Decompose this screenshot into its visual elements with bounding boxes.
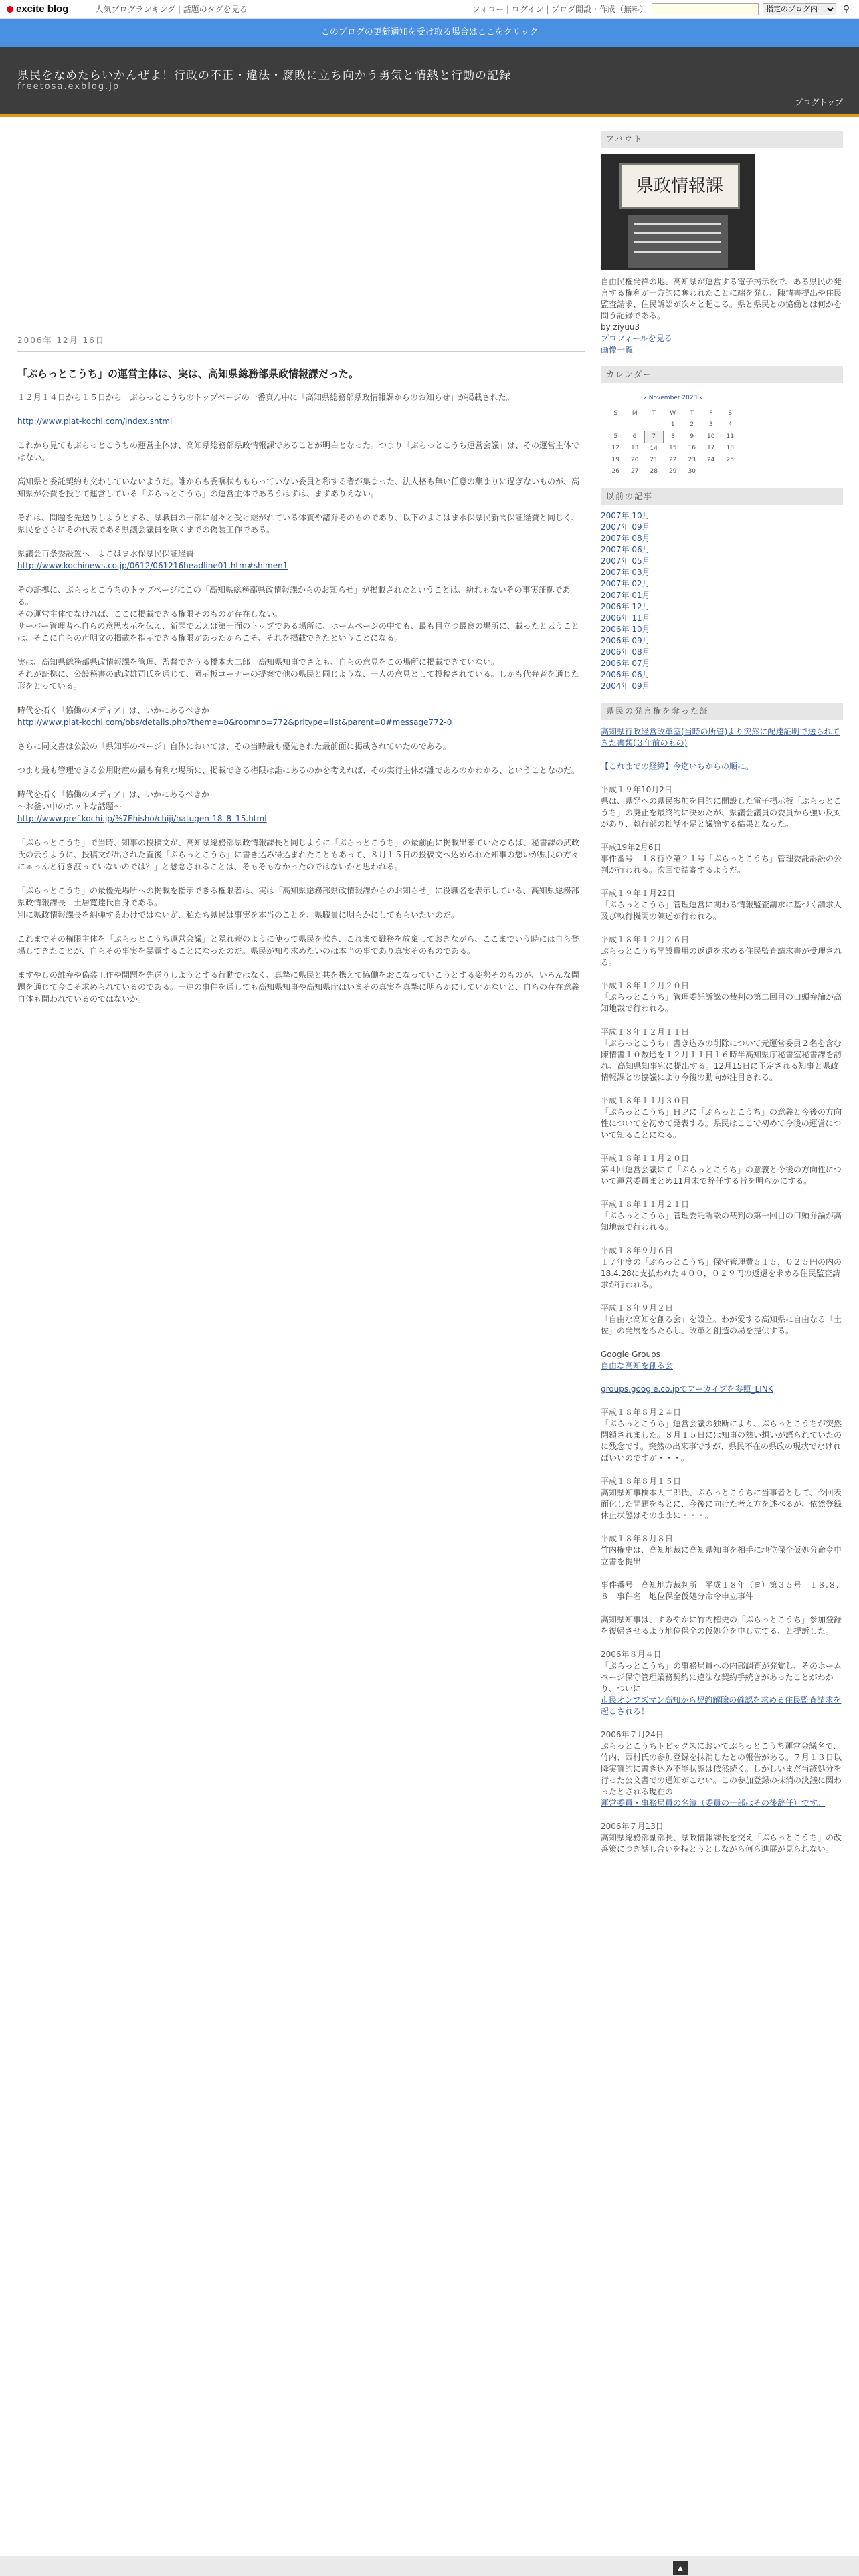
news-date: 平成１８年１１月２０日 (601, 1153, 690, 1163)
post-paragraph (17, 788, 585, 825)
news-item (601, 784, 843, 830)
search-input[interactable] (652, 3, 759, 15)
post-line: その証拠に、ぷらっとこうちのトップページにこの「高知県総務部県政情報課からのお知らせ」が掲載されたということは、紛れもないその事実証拠である。 (17, 585, 571, 607)
post-link[interactable]: http://www.plat-kochi.com/index.shtml (17, 417, 173, 426)
calendar-day: 24 (707, 456, 715, 463)
news-item (601, 1199, 843, 1233)
post-paragraph (17, 415, 585, 427)
excite-topbar (0, 0, 859, 19)
post-paragraph (17, 584, 585, 644)
news-item (601, 1303, 843, 1337)
calendar-weekday: M (632, 410, 638, 417)
post-paragraph (17, 764, 585, 776)
calendar-day: 10 (707, 433, 715, 440)
news-text: ぷらっとこうち開設費用の返還を求める住民監査請求書が受理される。 (601, 946, 842, 967)
post-paragraph (17, 656, 585, 692)
profile-sign: 県政情報課 (619, 163, 740, 209)
post-paragraph (17, 475, 585, 500)
post-line: 時代を拓く「協働のメディア」は、いかにあるべきか (17, 706, 210, 715)
post-line: つまり最も管理できる公用財産の最も有利な場所に、掲載できる権限は誰にあるのかを考えれば、その実行主体が誰であるのかわかる、ということなのだ。 (17, 766, 580, 775)
calendar-day: 25 (726, 456, 734, 463)
news-text: 高知県知事橋本大二郎氏、ぷらっとこうちに当事者として、今回表面化した問題をもとに、今後に向けた考え方を述べるが、依然登録休止状態はそのままに・・・。 (601, 1487, 842, 1520)
calendar-day: 15 (669, 445, 677, 452)
calendar-day: 2 (690, 421, 694, 428)
update-notice-text[interactable]: このブログの更新通知を受け取る場合はここをクリック (320, 27, 539, 37)
update-notice-bar[interactable] (0, 19, 859, 47)
archive-link[interactable]: 2006年 11月 (601, 613, 650, 623)
post-line: その運営主体でなければ、ここに掲載できる権限そのものが存在しない。 (17, 609, 283, 619)
news-date: 平成１９年10月2日 (601, 784, 672, 794)
calendar-day (702, 466, 721, 477)
news-item (601, 1407, 843, 1464)
post-line: ～お釜い中のホットな話題～ (17, 802, 122, 811)
archive-link[interactable]: 2007年 01月 (601, 590, 650, 600)
logo-text: excite blog (16, 3, 69, 15)
post-paragraph (17, 439, 585, 463)
news-date: 平成１８年１１月２１日 (601, 1199, 690, 1209)
news-item (601, 842, 843, 876)
news-item (601, 1614, 843, 1637)
post-line: これから見てもぷらっとこうちの運営主体は、高知県総務部県政情報課であることが明白となった。つまり「ぷらっとこうち運営会議」は、その運営主体ではない。 (17, 441, 580, 462)
calendar-day (644, 419, 664, 431)
post-line: さらに同文書は公設の「県知事のページ」自体においては、その当時最も優先された最前面に掲載されていたのである。 (17, 742, 451, 751)
post-paragraph (17, 391, 585, 403)
news-text: 「ぷらっとこうち」管理委託訴訟の裁判の第一回目の口頭弁論が高知地裁で行われる。 (601, 1210, 842, 1232)
news-item (601, 1729, 843, 1809)
news-block (601, 703, 843, 1855)
post-line: ますやしの誰弁や偽装工作や問題を先送りしようとする行動ではなく、真摯に県民と共を携えて協働をおこなっていこうとする姿勢そのものが、いろんな問題を通じて今こそ求められているのである。一連の事件を通しても高知県知事や高知県庁はいまその真実を真摯に明らかにしていかないと、自らの存在意義自体も問われているのではないか。 (17, 970, 580, 1004)
news-text: 県は、県発への県民参加を目的に開設した電子掲示板「ぷらっとこうち」の廃止を最終的に決めたが、県議会議員の委員から強い反対があり、執行部の拙話不足と議論する結果となった。 (601, 796, 842, 829)
calendar-day: 27 (631, 467, 639, 475)
post-link[interactable]: http://www.pref.kochi.jp/%7Ehisho/chiji/hatugen-18_8_15.html (17, 814, 267, 823)
news-item (601, 1384, 843, 1395)
calendar-day: 3 (708, 421, 713, 428)
calendar-day: 18 (726, 445, 734, 452)
topbar-right (472, 3, 852, 15)
post-line: それが証拠に、公設秘書の武政雄司氏を通じて、岡示板コーナーの提案で他の県民と同じような、一人の意見として投稿されている。しかも代弁者を通じた形をとっている。 (17, 669, 579, 691)
calendar-day: 21 (650, 456, 658, 463)
news-text: Google Groups (601, 1349, 660, 1359)
news-text: 事件番号 １８行ウ第２１号「ぷらっとこうち」管理委託訴訟の公判が行われる。次回で結審するようだ。 (601, 853, 842, 875)
archive-link[interactable]: 2007年 10月 (601, 510, 650, 520)
blog-url: freetosa.exblog.jp (17, 82, 120, 92)
news-date: 平成１８年１２月１１日 (601, 1027, 690, 1037)
calendar-day: 28 (650, 467, 658, 475)
post-line: 「ぷらっとこうち」の最優先場所への掲載を指示できる権限者は、実は「高知県総務部県政情報課からのお知らせ」に役職名を表示している、高知県総務部県政情報課長 土居寛達氏自身である。 (17, 886, 579, 907)
calendar-weekday: S (613, 410, 618, 417)
post-title: 「ぷらっとこうち」の運営主体は、実は、高知県総務部県政情報課だった。 (17, 368, 359, 380)
post-line: 別に県政情報課長を糾弾するわけではないが、私たち県民は事実を本当のことを、県職員に明らかにしてもらいたいのだ。 (17, 910, 460, 920)
excite-logo[interactable] (7, 3, 68, 15)
news-link[interactable]: groups.google.co.jpでアーカイブを参照_LINK (601, 1384, 773, 1394)
news-text: 「ぷらっとこうち」書き込みの削除について元運営委員２名を含む陳情書１０数通を１２月１１日１６時半高知県庁秘書室秘書課を訪れ、高知県知事宛に提出する。12月15日に予定される知事と県政情報課との協議により今後の動向が注目される。 (601, 1038, 842, 1082)
post-line: 高知県と委託契約も交わしていないようだ。誰からも委嘱状ももらっていない委員と称する者が集まった、法人格も無い任意の集まりに過ぎないものが、高知県が公費を投じて運営している「ぷらっとこうち」の運営主体であろうはずは、まずありえない。 (17, 477, 580, 498)
calendar-day: 11 (726, 433, 734, 440)
calendar-day: 9 (690, 433, 694, 440)
news-text: 「ぷらっとこうち」ＨＰに「ぷらっとこうち」の意義と今後の方向性についてを初めて発表する。県民はここで初めて今後の運営について知ることになる。 (601, 1107, 842, 1140)
news-text: 「ぷらっとこうち」管理委託訴訟の裁判の第二回目の口頭弁論が高知地裁で行われる。 (601, 992, 842, 1013)
news-date: 平成１８年８月２４日 (601, 1407, 682, 1417)
news-link[interactable]: 【これまでの経緯】今迄いちからの順に。 (601, 761, 754, 771)
news-text: ぷらっとこうちトピックスにおいてぷらっとこうち運営会議名で、竹内、西村氏の参加登録を抹消したとの報告がある。７月１３日以降実質的に書き込み不能状態は依然続く。しかしいまだ当該処分を行った公文書での通知がこない。この参加登録の抹消の決議に関わったとされる現在の (601, 1741, 842, 1796)
archive-link[interactable]: 2006年 07月 (601, 658, 650, 668)
news-date: 2006年７月13日 (601, 1821, 664, 1831)
calendar-day: 16 (688, 445, 696, 452)
calendar-day (606, 419, 626, 431)
calendar-weekday: T (652, 410, 656, 417)
calendar-day: 12 (611, 445, 619, 452)
news-date: 平成１８年９月６日 (601, 1245, 674, 1255)
archive-link[interactable]: 2006年 12月 (601, 601, 650, 611)
news-item (601, 888, 843, 922)
news-text: 「ぷらっとこうち」運営会議の独断により、ぷらっとこうちが突然閉鎖されました。８月１５日には知事の熱い想いが語られていたのに残念です。突然の出来事ですが、県民不在の県政の現状でなければいいのですが・・・。 (601, 1418, 842, 1463)
news-item (601, 1533, 843, 1568)
calendar-day: 1 (670, 421, 675, 428)
news-text: 第４回運営会議にて「ぷらっとこうち」の意義と今後の方向性について運営委員まとめ11月末で辞任する旨を明らかにする。 (601, 1164, 842, 1186)
news-date: 平成１８年１２月２６日 (601, 934, 690, 944)
archive-link[interactable]: 2006年 10月 (601, 624, 650, 634)
post-line: それは、問題を先送りしようとする、県職員の一部に耐々と受け継がれている体質や諸弁そのものであり、以下のよこはま水保県民新聞保証経費と同じく、県民をさらにその代表である県議会議員を欺くまでの偽装工作である。 (17, 513, 579, 534)
archive-link[interactable]: 2004年 09月 (601, 681, 650, 691)
news-item (601, 1349, 843, 1372)
news-text: 「ぷらっとこうち」の事務局員への内部調査が発覚し、そのホームページ保守管理業務契約に違法な契約手続きがあったことがわかり、ついに (601, 1660, 842, 1693)
image-list-link[interactable]: 画像一覧 (601, 345, 634, 354)
calendar-day: 26 (611, 467, 619, 475)
logo-dot-icon (7, 6, 13, 13)
calendar-day: 23 (688, 456, 696, 463)
news-date: 平成１８年８月１５日 (601, 1476, 682, 1486)
news-date: 平成１８年１２月２０日 (601, 980, 690, 990)
news-item (601, 1649, 843, 1717)
news-date: 平成１８年９月２日 (601, 1303, 674, 1313)
calendar-day: 17 (707, 445, 715, 452)
post-line: 時代を拓く「協働のメディア」は、いかにあるべきか (17, 790, 210, 799)
profile-board (628, 215, 728, 268)
calendar-caption[interactable]: « November 2023 » (643, 395, 703, 401)
calendar-block (601, 366, 843, 477)
calendar-weekday: W (670, 410, 676, 417)
calendar-day: 8 (671, 433, 675, 440)
profile-text: 自由民権発祥の地、高知県が運営する電子掲示板で、ある県民の発言する権利が一方的に奪われたことに端を発し、陳情書提出や住民監査請求、住民訴訟が次々と起こる。県と県民との協働とは何かを問う記録である。 (601, 277, 842, 320)
calendar-day: 20 (631, 456, 639, 463)
news-text: 事件番号 高知地方裁判所 平成１８年（ヨ）第３５号 １８.８.８ 事件名 地位保全仮処分命令申立事件 (601, 1580, 839, 1601)
news-heading: 県民の発言権を奪った証 (601, 703, 843, 720)
calendar-day: 29 (669, 467, 677, 475)
news-item (601, 761, 843, 772)
header-stripe (0, 114, 859, 117)
news-date: 平成１８年１１月３０日 (601, 1095, 690, 1105)
calendar-day: 30 (688, 467, 696, 475)
news-date: 平成１８年８月８日 (601, 1533, 674, 1543)
calendar-day (721, 466, 740, 477)
about-heading: アバウト (601, 131, 843, 148)
post-line: 県議会百条委設置へ よこはま水保県民保証経費 (17, 549, 195, 558)
calendar-heading: カレンダー (601, 366, 843, 383)
news-text: １７年度の「ぷらっとこうち」保守管理費５１５，０２５円の内の18.4.28に支払われた４００，０２９円の返還を求める住民監査請求が行われる。 (601, 1257, 842, 1289)
news-text: 「ぷらっとこうち」管理運営に関わる情報監査請求に基づく請求人及び執行機関の陳述が行われる。 (601, 899, 842, 921)
post-link[interactable]: http://www.kochinews.co.jp/0612/061216headline01.htm#shimen1 (17, 561, 288, 570)
top-links[interactable]: 人気ブログランキング | 話題のタグを見る (95, 5, 248, 14)
archive-link[interactable]: 2006年 08月 (601, 647, 650, 657)
archive-link[interactable]: 2007年 03月 (601, 567, 650, 577)
post-paragraph (17, 885, 585, 921)
calendar-day: 14 (650, 445, 658, 452)
calendar-day: 22 (669, 456, 677, 463)
news-item (601, 980, 843, 1014)
post-line: １２月１４日から１５日から ぷらっとこうちのトップページの一番真ん中に「高知県総務部県政情報課からのお知らせ」が掲載された。 (17, 393, 514, 402)
post-paragraph (17, 512, 585, 536)
news-item (601, 1580, 843, 1602)
sidebar (601, 131, 843, 1867)
calendar-day: 6 (632, 433, 637, 440)
news-item (601, 726, 843, 749)
news-item (601, 1821, 843, 1855)
profile-image[interactable] (601, 154, 755, 270)
news-date: 2006年７月24日 (601, 1729, 664, 1739)
post-link[interactable]: http://www.plat-kochi.com/bbs/details.php?theme=0&roomno=772&pritype=list&parent=0#message772-0 (17, 718, 452, 727)
post-date: 2006年 12月 16日 (17, 334, 585, 352)
post-body (17, 391, 585, 1005)
archive-link[interactable]: 2006年 09月 (601, 635, 650, 645)
news-link[interactable]: 市民オンブズマン高知から契約解除の確認を求める住民監査請求を起こされる！ (601, 1695, 842, 1716)
post-line: これまでその権限主体を「ぷらっとこうち運営会議」と隠れ蓑のように使って県民を欺き、これまで職務を放棄しておきながら、ここまでいう時には自ら登場してきたことが、自らその事実を暴露することになったのだ。県民が知り求めたいのは本当の事であり真実そのものである。 (17, 934, 579, 956)
archive-list (601, 510, 843, 692)
calendar (606, 393, 740, 477)
news-item (601, 934, 843, 968)
news-text: 高知県総務部副部長、県政情報課長を交え「ぷらっとこうち」の改善策につき話し合いを持とうとしながら何ら進展が見られない。 (601, 1832, 842, 1854)
archive-link[interactable]: 2007年 06月 (601, 544, 650, 554)
news-link[interactable]: 自由な高知を創る会 (601, 1360, 674, 1370)
blog-title[interactable]: 県民をなめたらいかんぜよ！行政の不正・違法・腐敗に立ち向かう勇気と情熱と行動の記録 (17, 69, 511, 82)
post-line: 「ぷらっとこうち」で当時、知事の投稿文が、高知県総務部県政情報課長と同じように「ぷらっとこうち」の最前面に掲載出来ていたならば、秘書課の武政氏の云うように、投稿文が出された直後「ぷらっとこうち」に書き込み得込まれたこともあって、８月１５日の投稿文へ込められた知事の想いが県民の方々にゅっんと行き渡っていないのでは？」と懸念されることは、そもそもなかったのではないかと思われる。 (17, 838, 580, 871)
profile-by: by ziyuu3 (601, 322, 640, 332)
news-text: 高知県知事は、すみやかに竹内権史の「ぷらっとこうち」参加登録を復帰させるよう地位保全の仮処分を申し立てる、と提訴した。 (601, 1614, 842, 1636)
news-text: 竹内権史は、高知地裁に高知県知事を相手に地位保全仮処分命令申立書を提出 (601, 1545, 842, 1566)
calendar-day: 5 (613, 433, 618, 440)
bottom-bar (0, 2556, 859, 2576)
news-item (601, 1245, 843, 1291)
archive-link[interactable]: 2006年 06月 (601, 669, 650, 679)
news-date: 2006年８月４日 (601, 1649, 662, 1659)
post-paragraph (17, 933, 585, 957)
news-text: 「自由な高知を創る会」を設立。わが愛する高知県に自由なる「土佐」の発展をもたらし、改革と創造の場を提供する。 (601, 1314, 842, 1335)
search-scope-select[interactable] (763, 3, 836, 15)
post-paragraph (17, 704, 585, 728)
news-date: 平成１９年１月22日 (601, 888, 676, 898)
archive-link[interactable]: 2007年 02月 (601, 578, 650, 588)
archive-block (601, 488, 843, 692)
calendar-day: 19 (611, 456, 619, 463)
account-links[interactable]: フォロー | ログイン | ブログ開設・作成（無料） (472, 5, 648, 14)
post-line: 実は、高知県総務部県政情報課を管理、監督できうる橋本大二郎 高知県知事でさえも、自らの意見をこの場所に掲載できていない。 (17, 657, 500, 667)
news-item (601, 1476, 843, 1521)
calendar-weekday: T (690, 410, 694, 417)
news-list (601, 726, 843, 1855)
search-icon[interactable]: ⚲ (842, 3, 850, 15)
calendar-weekday: S (728, 410, 733, 417)
calendar-day (626, 419, 645, 431)
post-line: サーバー管理者へ自らの意思表示を伝え、新聞で云えば第一面のトップである場所に、ホームページの中でも、最も目立つ最良の場所に、載ったと云うことは、そこに自らの声明文の掲載を指示できる権限があったからこそ、それを掲載できたということになる。 (17, 621, 579, 643)
calendar-day: 4 (728, 421, 733, 428)
calendar-table (606, 408, 740, 477)
blog-header (0, 47, 859, 114)
main-column (17, 334, 585, 1017)
archive-link[interactable]: 2007年 08月 (601, 533, 650, 543)
blog-top-link[interactable]: ブログトップ (795, 98, 843, 107)
news-date: 平成19年2月6日 (601, 842, 662, 852)
news-item (601, 1153, 843, 1187)
about-block (601, 131, 843, 356)
post-paragraph (17, 740, 585, 752)
calendar-day: 7 (644, 431, 664, 443)
post-paragraph (17, 548, 585, 572)
post-paragraph (17, 837, 585, 873)
page-top-icon[interactable]: ▲ (673, 2561, 688, 2575)
news-item (601, 1095, 843, 1141)
calendar-day: 13 (631, 445, 639, 452)
archive-link[interactable]: 2007年 05月 (601, 556, 650, 566)
news-link[interactable]: 高知県行政経営改革室(当時の所管)より突然に配達証明で送られてきた書類(３年前のもの) (601, 726, 840, 748)
calendar-weekday: F (709, 410, 713, 417)
news-link[interactable]: 運営委員・事務局員の名簿（委員の一部はその後辞任）です。 (601, 1798, 826, 1808)
news-item (601, 1027, 843, 1083)
post-paragraph (17, 969, 585, 1005)
profile-more-link[interactable]: プロフィールを見る (601, 334, 672, 343)
archive-heading: 以前の記事 (601, 488, 843, 505)
archive-link[interactable]: 2007年 09月 (601, 522, 650, 532)
